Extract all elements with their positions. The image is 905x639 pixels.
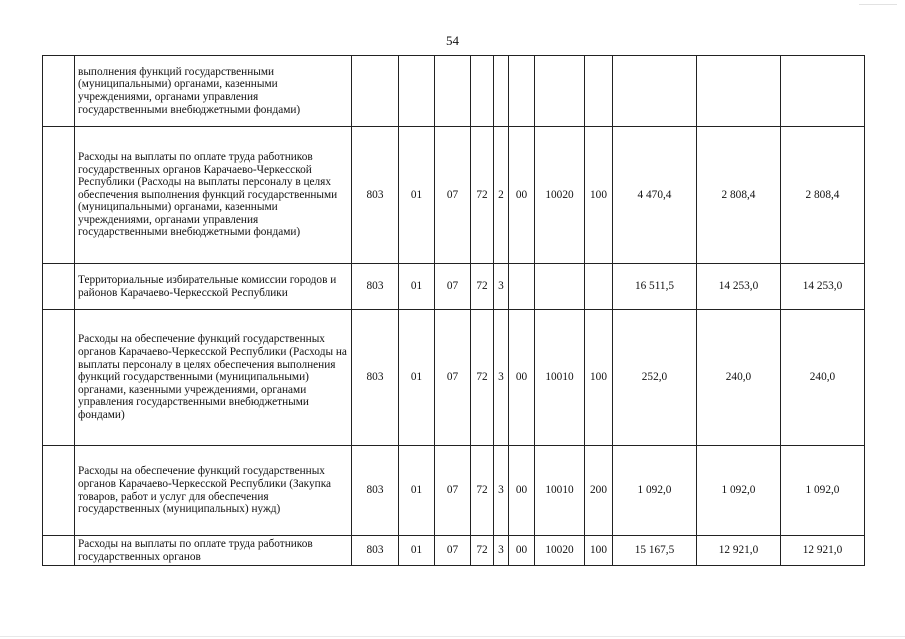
amount-year-2: 240,0 bbox=[697, 310, 781, 446]
amount-year-2 bbox=[697, 56, 781, 127]
subprogram-code bbox=[494, 56, 509, 127]
expense-type-code: 100 bbox=[585, 310, 613, 446]
amount-year-2: 2 808,4 bbox=[697, 127, 781, 264]
program-code: 72 bbox=[471, 310, 494, 446]
subprogram-code: 3 bbox=[494, 446, 509, 536]
subprogram-code: 3 bbox=[494, 310, 509, 446]
table-row bbox=[43, 127, 865, 264]
expense-type-code: 100 bbox=[585, 536, 613, 566]
row-index-cell bbox=[43, 264, 75, 310]
row-index-cell bbox=[43, 446, 75, 536]
subsection-code bbox=[435, 56, 471, 127]
table-row bbox=[43, 264, 865, 310]
direction-code bbox=[535, 264, 585, 310]
amount-year-1: 1 092,0 bbox=[613, 446, 697, 536]
direction-code: 10010 bbox=[535, 310, 585, 446]
amount-year-1 bbox=[613, 56, 697, 127]
amount-year-2: 1 092,0 bbox=[697, 446, 781, 536]
amount-year-2: 14 253,0 bbox=[697, 264, 781, 310]
amount-year-3: 12 921,0 bbox=[781, 536, 865, 566]
expense-type-code bbox=[585, 56, 613, 127]
table-row bbox=[43, 310, 865, 446]
activity-code: 00 bbox=[509, 536, 535, 566]
section-code: 01 bbox=[399, 536, 435, 566]
subsection-code: 07 bbox=[435, 127, 471, 264]
program-code: 72 bbox=[471, 536, 494, 566]
row-index-cell bbox=[43, 536, 75, 566]
activity-code: 00 bbox=[509, 127, 535, 264]
expense-type-code: 100 bbox=[585, 127, 613, 264]
program-code: 72 bbox=[471, 446, 494, 536]
expense-description: Расходы на выплаты по оплате труда работников государственных органов bbox=[75, 536, 352, 566]
table-row bbox=[43, 536, 865, 566]
subprogram-code: 2 bbox=[494, 127, 509, 264]
expense-description: Расходы на обеспечение функций государственных органов Карачаево-Черкесской Республики (Закупка товаров, работ и услуг для обеспечения государственных (муниципальных) нужд) bbox=[75, 446, 352, 536]
expense-description: выполнения функций государственными (муниципальными) органами, казенными учреждениями, органами управления государственными внебюджетными фондами) bbox=[75, 56, 352, 127]
department-code: 803 bbox=[352, 127, 399, 264]
amount-year-1: 16 511,5 bbox=[613, 264, 697, 310]
activity-code: 00 bbox=[509, 310, 535, 446]
row-index-cell bbox=[43, 127, 75, 264]
activity-code bbox=[509, 56, 535, 127]
amount-year-3: 14 253,0 bbox=[781, 264, 865, 310]
subsection-code: 07 bbox=[435, 446, 471, 536]
amount-year-1: 15 167,5 bbox=[613, 536, 697, 566]
amount-year-1: 4 470,4 bbox=[613, 127, 697, 264]
amount-year-1: 252,0 bbox=[613, 310, 697, 446]
expense-type-code: 200 bbox=[585, 446, 613, 536]
activity-code bbox=[509, 264, 535, 310]
amount-year-3: 1 092,0 bbox=[781, 446, 865, 536]
expense-description: Территориальные избирательные комиссии городов и районов Карачаево-Черкесской Республики bbox=[75, 264, 352, 310]
amount-year-2: 12 921,0 bbox=[697, 536, 781, 566]
subsection-code: 07 bbox=[435, 536, 471, 566]
program-code bbox=[471, 56, 494, 127]
amount-year-3 bbox=[781, 56, 865, 127]
scan-artifact-bottom bbox=[0, 636, 905, 637]
program-code: 72 bbox=[471, 264, 494, 310]
expense-description: Расходы на выплаты по оплате труда работников государственных органов Карачаево-Черкесской Республики (Расходы на выплаты персоналу в целях обеспечения выполнения функций государственными (муниципальными) органами, казенными учреждениями, органами управления государственными внебюджетными фондами) bbox=[75, 127, 352, 264]
department-code: 803 bbox=[352, 310, 399, 446]
section-code bbox=[399, 56, 435, 127]
subsection-code: 07 bbox=[435, 310, 471, 446]
direction-code: 10010 bbox=[535, 446, 585, 536]
expense-type-code bbox=[585, 264, 613, 310]
department-code: 803 bbox=[352, 264, 399, 310]
budget-table bbox=[42, 55, 865, 566]
table-row bbox=[43, 56, 865, 127]
department-code bbox=[352, 56, 399, 127]
direction-code bbox=[535, 56, 585, 127]
activity-code: 00 bbox=[509, 446, 535, 536]
section-code: 01 bbox=[399, 446, 435, 536]
section-code: 01 bbox=[399, 127, 435, 264]
section-code: 01 bbox=[399, 264, 435, 310]
direction-code: 10020 bbox=[535, 536, 585, 566]
department-code: 803 bbox=[352, 446, 399, 536]
table-row bbox=[43, 446, 865, 536]
amount-year-3: 240,0 bbox=[781, 310, 865, 446]
row-index-cell bbox=[43, 310, 75, 446]
subprogram-code: 3 bbox=[494, 264, 509, 310]
subsection-code: 07 bbox=[435, 264, 471, 310]
department-code: 803 bbox=[352, 536, 399, 566]
row-index-cell bbox=[43, 56, 75, 127]
expense-description: Расходы на обеспечение функций государственных органов Карачаево-Черкесской Республики (Расходы на выплаты персоналу в целях обеспечения выполнения функций государственными (муниципальными) органами, казенными учреждениями, органами управления государственными внебюджетными фондами) bbox=[75, 310, 352, 446]
section-code: 01 bbox=[399, 310, 435, 446]
direction-code: 10020 bbox=[535, 127, 585, 264]
amount-year-3: 2 808,4 bbox=[781, 127, 865, 264]
scan-artifact-top bbox=[859, 4, 897, 5]
program-code: 72 bbox=[471, 127, 494, 264]
page-number: 54 bbox=[446, 33, 459, 48]
subprogram-code: 3 bbox=[494, 536, 509, 566]
